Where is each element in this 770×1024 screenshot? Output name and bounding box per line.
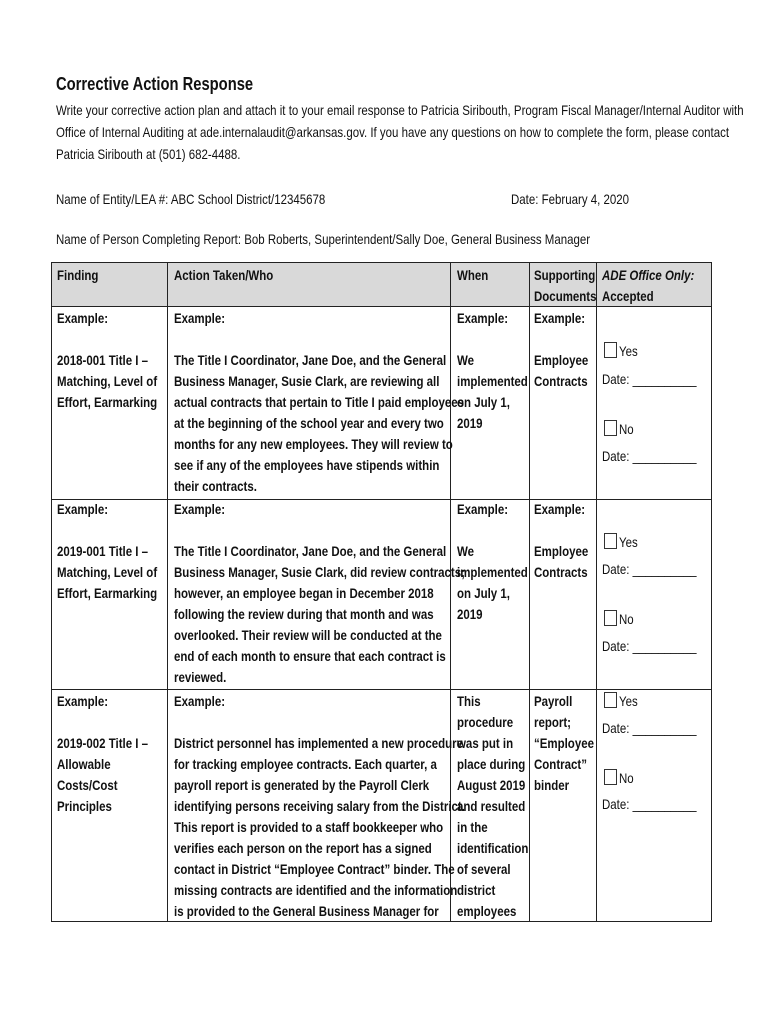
- action-line: months for any new employees. They will review to: [174, 436, 453, 452]
- example-label: Example:: [174, 310, 226, 326]
- report-date: Date: February 4, 2020: [511, 191, 630, 207]
- action-line: however, an employee began in December 2018: [174, 585, 434, 601]
- when-line: We: [457, 352, 475, 368]
- when-line: of several: [457, 861, 511, 877]
- example-label: Example:: [457, 501, 509, 517]
- when-line: 2019: [457, 606, 483, 622]
- supporting-line: Contract”: [534, 756, 587, 772]
- example-label: Example:: [534, 501, 586, 517]
- yes-label: Yes: [619, 534, 638, 550]
- no-checkbox[interactable]: [604, 769, 617, 785]
- when-line: implemented: [457, 373, 528, 389]
- table-row-2-when: [457, 499, 528, 625]
- header-finding: Finding: [57, 267, 99, 283]
- supporting-line: Contracts: [534, 564, 588, 580]
- corrective-action-table: [51, 262, 712, 922]
- table-row-2-supporting: [534, 499, 588, 583]
- action-line: actual contracts that pertain to Title I paid employees: [174, 394, 465, 410]
- date-blank[interactable]: Date: __________: [602, 561, 697, 577]
- table-row-3-when: [457, 691, 528, 922]
- example-label: Example:: [457, 310, 509, 326]
- action-line: This report is provided to a staff bookkeeper who: [174, 819, 444, 835]
- date-blank[interactable]: Date: __________: [602, 796, 697, 812]
- when-line: on July 1,: [457, 394, 510, 410]
- when-line: 2019: [457, 415, 483, 431]
- no-label: No: [619, 421, 634, 437]
- example-label: Example:: [57, 693, 109, 709]
- action-line: The Title I Coordinator, Jane Doe, and the General: [174, 352, 447, 368]
- header-when: When: [457, 267, 489, 283]
- action-line: missing contracts are identified and the information: [174, 882, 458, 898]
- when-line: district: [457, 882, 496, 898]
- when-line: and resulted: [457, 798, 526, 814]
- date-blank[interactable]: Date: __________: [602, 448, 697, 464]
- intro-line: Write your corrective action plan and attach it to your email response to Patricia Siribouth, Program Fiscal Manager/Internal Auditor with: [56, 102, 744, 118]
- action-line: their contracts.: [174, 478, 257, 494]
- yes-checkbox[interactable]: [604, 342, 617, 358]
- column-divider: [596, 263, 597, 921]
- action-line: following the review during that month and was: [174, 606, 434, 622]
- header-supporting-documents: [534, 265, 597, 307]
- page-title: Corrective Action Response: [56, 74, 254, 94]
- example-label: Example:: [174, 501, 226, 517]
- table-row-1-action: [174, 308, 464, 497]
- when-line: identification: [457, 840, 529, 856]
- yes-checkbox[interactable]: [604, 533, 617, 549]
- header-ade-line: ADE Office Only:: [602, 267, 695, 283]
- column-divider: [167, 263, 168, 921]
- when-line: employees: [457, 903, 517, 919]
- row-divider: [52, 689, 711, 690]
- finding-line: 2018-001 Title I –: [57, 352, 149, 368]
- header-ade-line: Accepted: [602, 288, 654, 304]
- action-line: Business Manager, Susie Clark, are reviewing all: [174, 373, 440, 389]
- when-line: We: [457, 543, 475, 559]
- header-ade-office: [602, 265, 694, 307]
- finding-line: 2019-002 Title I –: [57, 735, 149, 751]
- action-line: is provided to the General Business Manager for: [174, 903, 439, 919]
- when-line: place during: [457, 756, 526, 772]
- action-line: for tracking employee contracts. Each quarter, a: [174, 756, 437, 772]
- entity-line: Name of Entity/LEA #: ABC School District/12345678: [56, 191, 326, 207]
- table-row-1-when: [457, 308, 528, 434]
- supporting-line: Contracts: [534, 373, 588, 389]
- finding-line: Effort, Earmarking: [57, 585, 158, 601]
- yes-checkbox[interactable]: [604, 692, 617, 708]
- column-divider: [529, 263, 530, 921]
- action-line: overlooked. Their review will be conducted at the: [174, 627, 442, 643]
- action-line: at the beginning of the school year and every two: [174, 415, 444, 431]
- supporting-line: “Employee: [534, 735, 594, 751]
- table-row-2-finding: [57, 499, 157, 604]
- when-line: implemented: [457, 564, 528, 580]
- when-line: procedure: [457, 714, 514, 730]
- supporting-line: Payroll: [534, 693, 573, 709]
- no-label: No: [619, 611, 634, 627]
- no-checkbox[interactable]: [604, 420, 617, 436]
- header-supporting-line: Supporting: [534, 267, 596, 283]
- action-line: end of each month to ensure that each contract is: [174, 648, 446, 664]
- when-line: was put in: [457, 735, 514, 751]
- action-line: The Title I Coordinator, Jane Doe, and the General: [174, 543, 447, 559]
- table-row-1-supporting: [534, 308, 588, 392]
- when-line: This: [457, 693, 481, 709]
- finding-line: Principles: [57, 798, 112, 814]
- finding-line: Allowable: [57, 756, 111, 772]
- table-row-3-finding: [57, 691, 148, 817]
- finding-line: Matching, Level of: [57, 373, 158, 389]
- example-label: Example:: [174, 693, 226, 709]
- when-line: on July 1,: [457, 585, 510, 601]
- action-line: contact in District “Employee Contract” binder. The: [174, 861, 455, 877]
- action-line: identifying persons receiving salary from the District.: [174, 798, 465, 814]
- action-line: payroll report is generated by the Payroll Clerk: [174, 777, 430, 793]
- intro-line: Patricia Siribouth at (501) 682-4488.: [56, 146, 241, 162]
- yes-label: Yes: [619, 343, 638, 359]
- header-supporting-line: Documents: [534, 288, 597, 304]
- supporting-line: Employee: [534, 543, 589, 559]
- finding-line: 2019-001 Title I –: [57, 543, 149, 559]
- when-line: August 2019: [457, 777, 526, 793]
- intro-paragraph: [56, 99, 744, 165]
- action-line: District personnel has implemented a new procedure: [174, 735, 463, 751]
- action-line: reviewed.: [174, 669, 227, 685]
- action-line: Business Manager, Susie Clark, did review contracts;: [174, 564, 465, 580]
- date-blank[interactable]: Date: __________: [602, 638, 697, 654]
- example-label: Example:: [534, 310, 586, 326]
- example-label: Example:: [57, 310, 109, 326]
- person-line: Name of Person Completing Report: Bob Roberts, Superintendent/Sally Doe, General Business Manager: [56, 231, 591, 247]
- date-blank[interactable]: Date: __________: [602, 371, 697, 387]
- table-row-1-finding: [57, 308, 157, 413]
- date-blank[interactable]: Date: __________: [602, 720, 697, 736]
- no-checkbox[interactable]: [604, 610, 617, 626]
- finding-line: Effort, Earmarking: [57, 394, 158, 410]
- when-line: in the: [457, 819, 488, 835]
- finding-line: Matching, Level of: [57, 564, 158, 580]
- action-line: see if any of the employees have stipends within: [174, 457, 440, 473]
- no-label: No: [619, 770, 634, 786]
- header-action: Action Taken/Who: [174, 267, 274, 283]
- table-row-2-action: [174, 499, 465, 688]
- supporting-line: report;: [534, 714, 572, 730]
- action-line: verifies each person on the report has a signed: [174, 840, 432, 856]
- yes-label: Yes: [619, 693, 638, 709]
- supporting-line: Employee: [534, 352, 589, 368]
- intro-line: Office of Internal Auditing at ade.internalaudit@arkansas.gov. If you have any questions on how to complete the form, please contact: [56, 124, 730, 140]
- finding-line: Costs/Cost: [57, 777, 118, 793]
- table-row-3-action: [174, 691, 465, 922]
- table-row-3-supporting: [534, 691, 594, 796]
- example-label: Example:: [57, 501, 109, 517]
- supporting-line: binder: [534, 777, 570, 793]
